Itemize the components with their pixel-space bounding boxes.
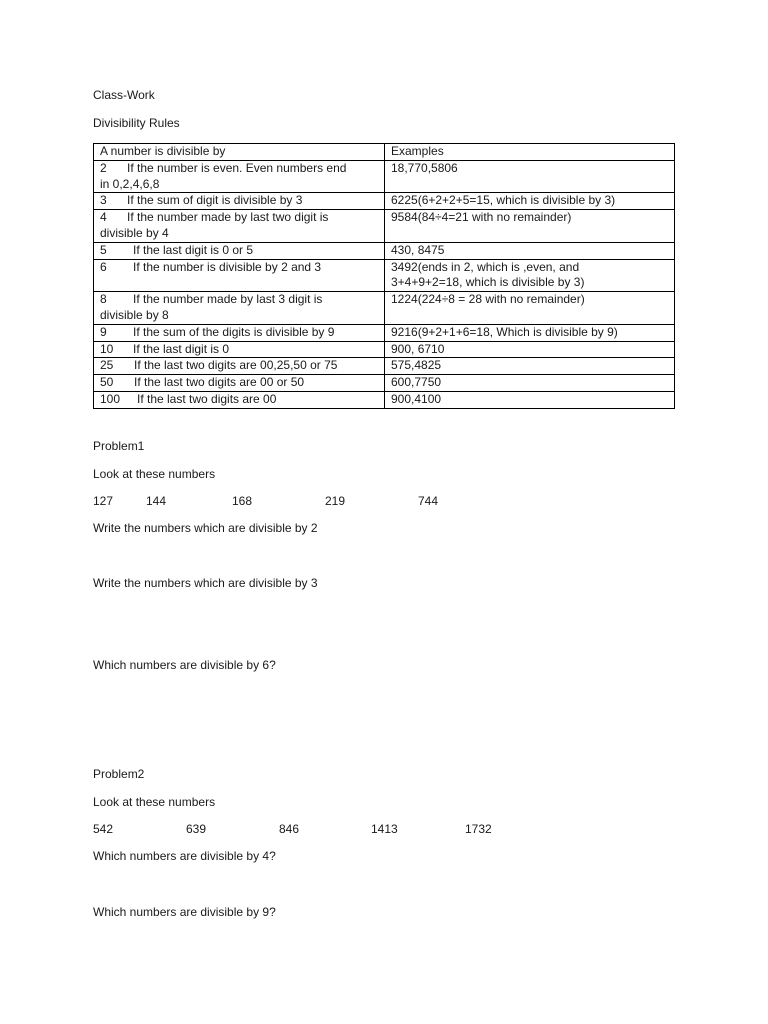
problem2-question-2: Which numbers are divisible by 9? xyxy=(93,905,276,919)
table-row xyxy=(94,375,675,392)
table-row xyxy=(94,341,675,358)
example-cell: 6225(6+2+2+5=15, which is divisible by 3) xyxy=(385,193,675,210)
example-cell: 430, 8475 xyxy=(385,242,675,259)
rule-text-continued: in 0,2,4,6,8 xyxy=(100,176,160,191)
table-header-row xyxy=(94,144,675,161)
rule-cell xyxy=(94,391,385,408)
rule-number: 2 xyxy=(100,160,107,175)
rule-text: If the last two digits are 00,25,50 or 75 xyxy=(134,358,338,373)
rule-text: If the last digit is 0 or 5 xyxy=(133,242,254,257)
problem1-question-1: Write the numbers which are divisible by 2 xyxy=(93,521,318,535)
number-item: 127 xyxy=(93,494,114,508)
rule-text: If the last digit is 0 xyxy=(133,341,230,356)
rule-text: If the sum of the digits is divisible by 9 xyxy=(133,324,335,339)
table-row xyxy=(94,259,675,292)
rule-text-continued: divisible by 8 xyxy=(100,307,169,322)
example-cell: 9584(84÷4=21 with no remainder) xyxy=(385,210,675,243)
rule-number: 50 xyxy=(100,375,114,390)
table-row xyxy=(94,160,675,193)
rule-text-continued: divisible by 4 xyxy=(100,225,169,240)
rule-text: If the number is divisible by 2 and 3 xyxy=(133,259,322,274)
problem1-question-3: Which numbers are divisible by 6? xyxy=(93,658,276,672)
rule-cell xyxy=(94,242,385,259)
table-row xyxy=(94,292,675,325)
problem1-question-2: Write the numbers which are divisible by 3 xyxy=(93,576,318,590)
number-item: 144 xyxy=(146,494,167,508)
number-item: 219 xyxy=(325,494,346,508)
section-title: Divisibility Rules xyxy=(93,116,180,130)
number-item: 639 xyxy=(186,822,207,836)
example-text: 3492(ends in 2, which is ,even, and xyxy=(391,259,580,274)
rule-number: 100 xyxy=(100,391,121,406)
problem1-number-list xyxy=(93,494,493,509)
table-row xyxy=(94,193,675,210)
problem2-heading: Problem2 xyxy=(93,767,145,781)
rule-cell xyxy=(94,292,385,325)
header-cell-rule: A number is divisible by xyxy=(94,144,385,161)
rule-text: If the last two digits are 00 or 50 xyxy=(134,375,305,390)
rule-number: 3 xyxy=(100,193,107,208)
problem2-intro: Look at these numbers xyxy=(93,795,216,809)
example-cell: 600,7750 xyxy=(385,375,675,392)
rule-number: 25 xyxy=(100,358,114,373)
table-row xyxy=(94,210,675,243)
problem2-question-1: Which numbers are divisible by 4? xyxy=(93,849,276,863)
rule-cell xyxy=(94,193,385,210)
rule-text: If the number made by last 3 digit is xyxy=(133,292,323,307)
example-cell: 575,4825 xyxy=(385,358,675,375)
table-row xyxy=(94,391,675,408)
number-item: 846 xyxy=(279,822,300,836)
example-cell: 9216(9+2+1+6=18, Which is divisible by 9) xyxy=(385,324,675,341)
example-text-continued: 3+4+9+2=18, which is divisible by 3) xyxy=(391,275,585,290)
rule-text: If the number is even. Even numbers end xyxy=(127,160,347,175)
table-row xyxy=(94,358,675,375)
divisibility-rules-table xyxy=(93,143,675,409)
table-row xyxy=(94,242,675,259)
problem1-heading: Problem1 xyxy=(93,439,145,453)
rule-text: If the number made by last two digit is xyxy=(127,210,329,225)
example-cell xyxy=(385,259,675,292)
example-cell: 1224(224÷8 = 28 with no remainder) xyxy=(385,292,675,325)
rule-cell xyxy=(94,358,385,375)
example-cell: 900,4100 xyxy=(385,391,675,408)
rule-number: 9 xyxy=(100,324,107,339)
number-item: 542 xyxy=(93,822,114,836)
number-item: 1732 xyxy=(465,822,492,836)
rule-number: 8 xyxy=(100,292,107,307)
rule-cell xyxy=(94,210,385,243)
problem1-intro: Look at these numbers xyxy=(93,467,216,481)
rule-text: If the sum of digit is divisible by 3 xyxy=(127,193,303,208)
rule-number: 6 xyxy=(100,259,107,274)
rule-cell xyxy=(94,160,385,193)
rule-cell xyxy=(94,324,385,341)
number-item: 744 xyxy=(418,494,439,508)
header-cell-examples: Examples xyxy=(385,144,675,161)
page-title: Class-Work xyxy=(93,88,155,102)
rule-text: If the last two digits are 00 xyxy=(137,391,277,406)
rule-number: 5 xyxy=(100,242,107,257)
example-cell: 18,770,5806 xyxy=(385,160,675,193)
rule-cell xyxy=(94,375,385,392)
rule-cell xyxy=(94,341,385,358)
rule-cell xyxy=(94,259,385,292)
table-row xyxy=(94,324,675,341)
rule-number: 10 xyxy=(100,341,114,356)
number-item: 1413 xyxy=(371,822,398,836)
problem2-number-list xyxy=(93,822,513,837)
rule-number: 4 xyxy=(100,210,107,225)
example-cell: 900, 6710 xyxy=(385,341,675,358)
number-item: 168 xyxy=(232,494,253,508)
